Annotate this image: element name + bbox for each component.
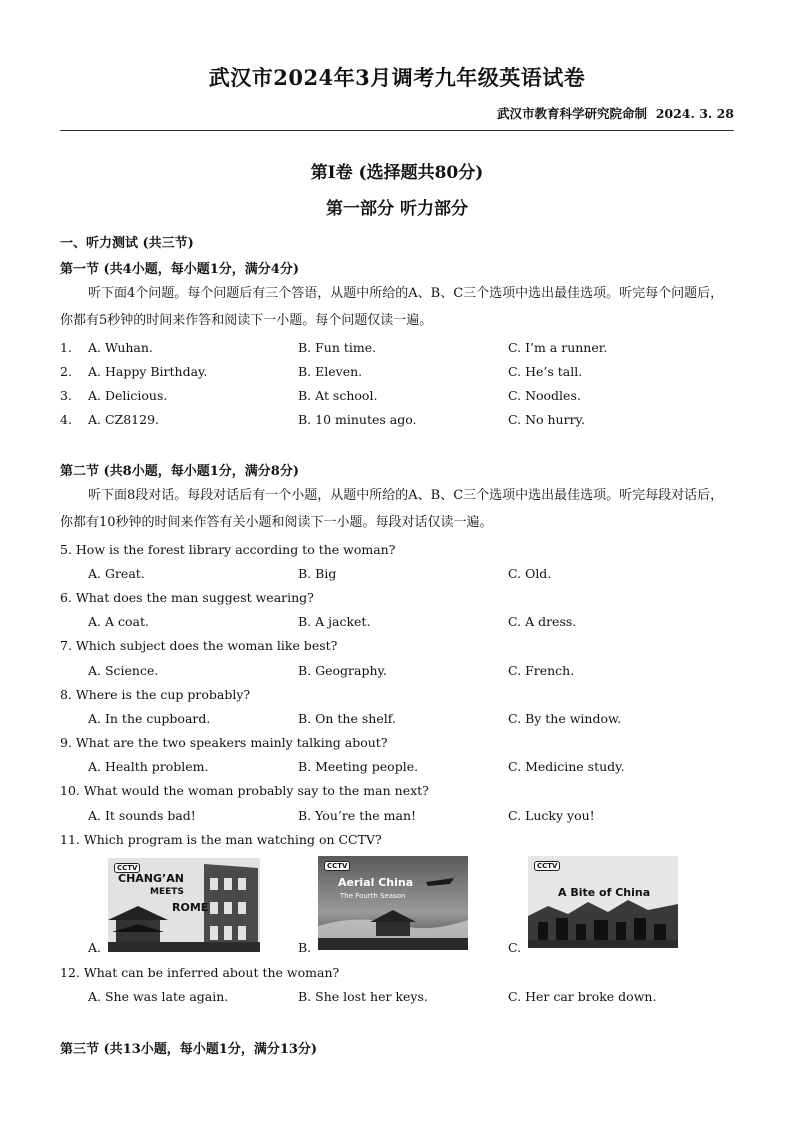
option-a: A. Great. bbox=[88, 566, 145, 581]
options-row bbox=[60, 989, 740, 1009]
option-b: B. At school. bbox=[298, 388, 378, 403]
header-rule bbox=[60, 130, 734, 131]
section1-instruction: 听下面4个问题。每个问题后有三个答语，从题中所给的A、B、C三个选项中选出最佳选项。听完每个问题后，你都有5秒钟的时间来作答和阅读下一小题。每个问题仅读一遍。 bbox=[60, 286, 724, 328]
volume-title: 第I卷 (选择题共80分) bbox=[310, 163, 484, 183]
option-c: C. Lucky you! bbox=[508, 808, 595, 823]
question-text: 5. How is the forest library according to the woman? bbox=[60, 542, 396, 557]
option-c: C. Her car broke down. bbox=[508, 989, 657, 1004]
issue-date: 2024. 3. 28 bbox=[655, 106, 734, 121]
section-main-heading: 一、听力测试 (共三节) bbox=[60, 236, 194, 251]
question-row bbox=[60, 364, 740, 384]
question-text: 9. What are the two speakers mainly talking about? bbox=[60, 735, 388, 750]
option-a: A. Science. bbox=[88, 663, 159, 678]
poster-title-line3: ROME bbox=[172, 901, 209, 914]
question-number: 1. bbox=[60, 340, 72, 355]
option-b: B. Big bbox=[298, 566, 337, 581]
option-c: C. Medicine study. bbox=[508, 759, 625, 774]
poster-title-line1: A Bite of China bbox=[558, 886, 651, 899]
option-a: A. Wuhan. bbox=[88, 340, 153, 355]
option-a: A. In the cupboard. bbox=[88, 711, 211, 726]
option-c: C. No hurry. bbox=[508, 412, 585, 427]
cctv-logo: CCTV bbox=[534, 861, 560, 871]
cctv-logo: CCTV bbox=[324, 861, 350, 871]
question-text: 11. Which program is the man watching on CCTV? bbox=[60, 832, 382, 847]
option-a: A. Happy Birthday. bbox=[88, 364, 208, 379]
options-row bbox=[60, 808, 740, 828]
option-c: C. Noodles. bbox=[508, 388, 581, 403]
question-text: 6. What does the man suggest wearing? bbox=[60, 590, 314, 605]
question-row bbox=[60, 388, 740, 408]
option-b: B. She lost her keys. bbox=[298, 989, 428, 1004]
option-b: B. On the shelf. bbox=[298, 711, 396, 726]
issuer: 武汉市教育科学研究院命制 bbox=[496, 106, 647, 121]
poster-title-line1: CHANG’AN bbox=[118, 872, 184, 885]
poster-title-line1: Aerial China bbox=[338, 876, 414, 889]
question-number: 4. bbox=[60, 412, 72, 427]
option-a: A. Delicious. bbox=[88, 388, 168, 403]
question-row bbox=[60, 340, 740, 360]
question-text: 10. What would the woman probably say to the man next? bbox=[60, 783, 429, 798]
option-a: A. CZ8129. bbox=[88, 412, 160, 427]
question-number: 3. bbox=[60, 388, 72, 403]
cctv-logo: CCTV bbox=[114, 863, 140, 873]
option-b: B. Eleven. bbox=[298, 364, 363, 379]
option-c: C. I’m a runner. bbox=[508, 340, 608, 355]
option-c: C. By the window. bbox=[508, 711, 622, 726]
question-text: 7. Which subject does the woman like best? bbox=[60, 638, 338, 653]
option-b: B. Meeting people. bbox=[298, 759, 419, 774]
option-b: B. You’re the man! bbox=[298, 808, 417, 823]
question-text: 8. Where is the cup probably? bbox=[60, 687, 251, 702]
question-row bbox=[60, 412, 740, 432]
option-a: A. Health problem. bbox=[88, 759, 209, 774]
option-b-label: B. bbox=[298, 940, 312, 955]
question-text: 12. What can be inferred about the woman? bbox=[60, 965, 340, 980]
options-row bbox=[60, 566, 740, 586]
option-b: B. Geography. bbox=[298, 663, 387, 678]
exam-title: 武汉市2024年3月调考九年级英语试卷 bbox=[208, 65, 586, 90]
issuer-line bbox=[497, 104, 734, 122]
option-b: B. 10 minutes ago. bbox=[298, 412, 417, 427]
program-poster-changan-meets-rome bbox=[108, 858, 260, 952]
part-title: 第一部分 听力部分 bbox=[326, 199, 468, 219]
option-c: C. Old. bbox=[508, 566, 552, 581]
option-a: A. She was late again. bbox=[88, 989, 229, 1004]
option-c: C. A dress. bbox=[508, 614, 577, 629]
question-number: 2. bbox=[60, 364, 72, 379]
section1-heading: 第一节 (共4小题，每小题1分，满分4分) bbox=[60, 262, 299, 277]
options-row bbox=[60, 759, 740, 779]
program-poster-a-bite-of-china bbox=[528, 856, 678, 948]
option-a: A. A coat. bbox=[88, 614, 149, 629]
option-c: C. French. bbox=[508, 663, 575, 678]
poster-title-line2: The Fourth Season bbox=[340, 892, 406, 900]
poster-title-line2: MEETS bbox=[150, 887, 184, 897]
option-c: C. He’s tall. bbox=[508, 364, 583, 379]
section2-instruction: 听下面8段对话。每段对话后有一个小题，从题中所给的A、B、C三个选项中选出最佳选项。听完每段对话后，你都有10秒钟的时间来作答有关小题和阅读下一小题。每段对话仅读一遍。 bbox=[60, 488, 724, 530]
option-c-label: C. bbox=[508, 940, 522, 955]
section3-heading: 第三节 (共13小题，每小题1分，满分13分) bbox=[60, 1042, 318, 1057]
section2-heading: 第二节 (共8小题，每小题1分，满分8分) bbox=[60, 464, 299, 479]
program-poster-aerial-china bbox=[318, 856, 468, 950]
options-row bbox=[60, 711, 740, 731]
option-b: B. A jacket. bbox=[298, 614, 371, 629]
option-a-label: A. bbox=[88, 940, 102, 955]
options-row bbox=[60, 614, 740, 634]
option-b: B. Fun time. bbox=[298, 340, 377, 355]
option-a: A. It sounds bad! bbox=[88, 808, 196, 823]
options-row bbox=[60, 663, 740, 683]
